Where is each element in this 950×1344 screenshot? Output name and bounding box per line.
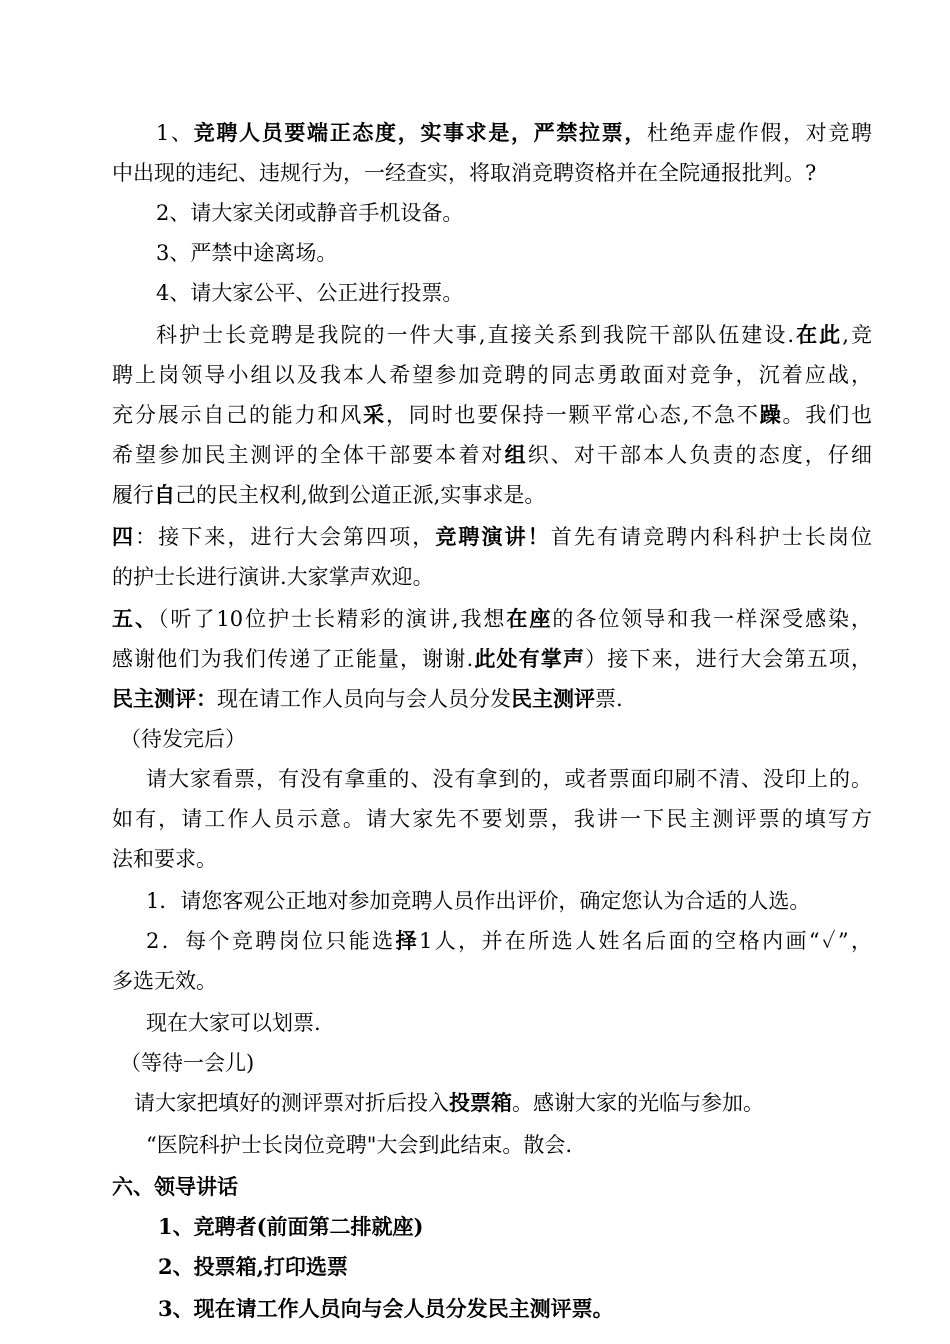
rule-line-3: 3、严禁中途离场。 — [156, 241, 338, 265]
ballot-rule-1: 1．请您客观公正地对参加竞聘人员作出评价，确定您认为合适的人选。 — [146, 889, 811, 913]
ballot-rule-2-line-2: 多选无效。 — [112, 969, 217, 993]
prep-item-2: 2、投票箱,打印选票 — [158, 1254, 348, 1279]
meeting-close: “医院科护士长岗位竞聘"大会到此结束。散会. — [146, 1133, 573, 1157]
note-wait-distribution: （待发完后） — [120, 727, 246, 751]
rule-line-4: 4、请大家公平、公正进行投票。 — [156, 281, 464, 305]
note-wait-moment: （等待一会儿) — [120, 1051, 255, 1075]
para-election-line-2: 聘上岗领导小组以及我本人希望参加竞聘的同志勇敢面对竞争，沉着应战， — [112, 363, 872, 387]
rule-line-1b: 中出现的违纪、违规行为，一经查实，将取消竞聘资格并在全院通报批判。? — [112, 161, 817, 185]
ballot-box-instruction: 请大家把填好的测评票对折后投入投票箱。感谢大家的光临与参加。 — [134, 1090, 764, 1115]
para-election-line-4: 希望参加民主测评的全体干部要本着对组织、对干部本人负责的态度，仔细 — [112, 442, 872, 467]
section-five-line-1: 五、（听了10位护士长精彩的演讲,我想在座的各位领导和我一样深受感染， — [112, 606, 873, 631]
prep-item-1: 1、竞聘者(前面第二排就座) — [158, 1214, 424, 1239]
ballot-check-line-3: 法和要求。 — [112, 847, 217, 871]
para-election-line-3: 充分展示自己的能力和风采，同时也要保持一颗平常心态,不急不躁。我们也 — [112, 402, 872, 427]
ballot-rule-2-line-1: 2．每个竞聘岗位只能选择1人，并在所选人姓名后面的空格内画“✓”， — [146, 928, 872, 953]
para-election-line-5: 履行自己的民主权利,做到公道正派,实事求是。 — [112, 482, 546, 507]
rule-line-1a: 1、竞聘人员要端正态度，实事求是，严禁拉票，杜绝弄虚作假，对竞聘 — [156, 120, 873, 145]
para-election-line-1: 科护士长竞聘是我院的一件大事,直接关系到我院干部队伍建设.在此,竞 — [156, 322, 872, 347]
ballot-check-line-2: 如有，请工作人员示意。请大家先不要划票，我讲一下民主测评票的填写方 — [112, 807, 872, 831]
section-five-line-3: 民主测评：现在请工作人员向与会人员分发民主测评票. — [112, 686, 623, 711]
ballot-check-line-1: 请大家看票，有没有拿重的、没有拿到的，或者票面印刷不清、没印上的。 — [146, 767, 872, 791]
section-four-line-1: 四：接下来，进行大会第四项，竞聘演讲！首先有请竞聘内科科护士长岗位 — [112, 524, 872, 549]
section-five-line-2: 感谢他们为我们传递了正能量，谢谢.此处有掌声）接下来，进行大会第五项， — [112, 646, 872, 671]
rule-line-2: 2、请大家关闭或静音手机设备。 — [156, 201, 464, 225]
section-four-line-2: 的护士长进行演讲.大家掌声欢迎。 — [112, 565, 434, 589]
voting-start: 现在大家可以划票. — [146, 1011, 321, 1035]
prep-item-3: 3、现在请工作人员向与会人员分发民主测评票。 — [158, 1296, 614, 1321]
section-six-heading: 六、领导讲话 — [112, 1174, 238, 1199]
